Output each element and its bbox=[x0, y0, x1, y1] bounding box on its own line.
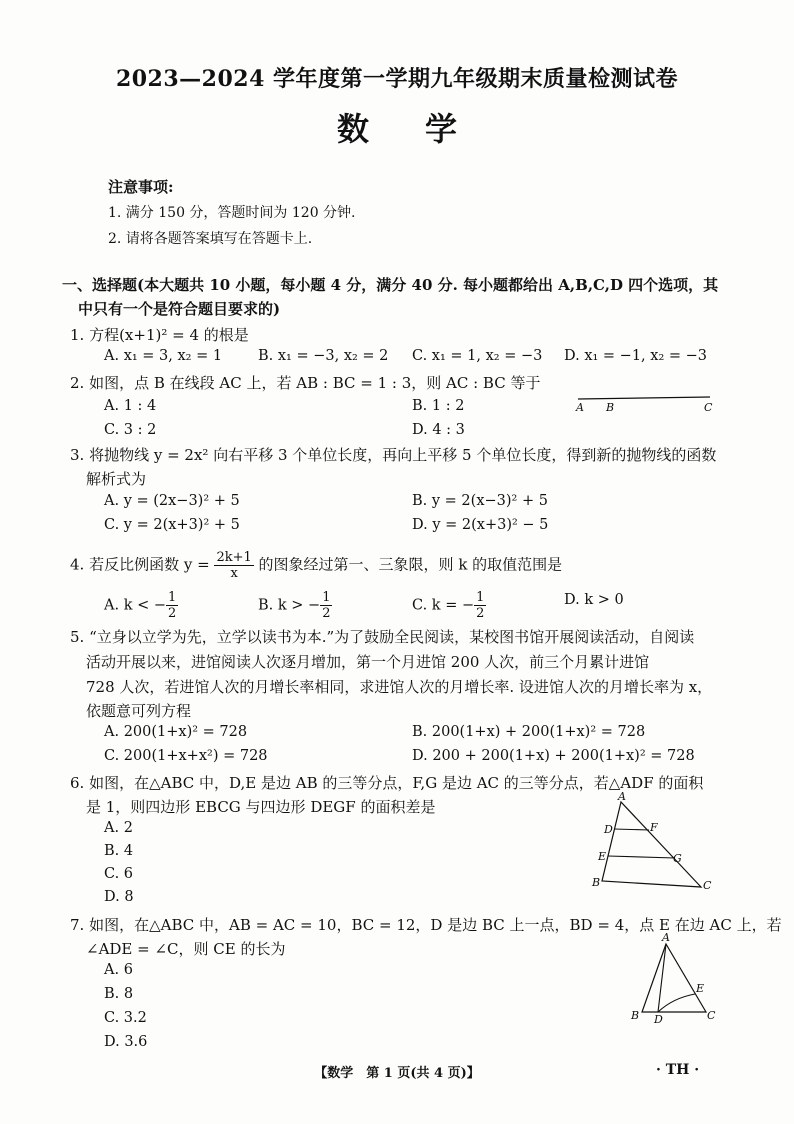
q3-stem: 3. 将抛物线 y = 2x² 向右平移 3 个单位长度，再向上平移 5 个单位长度，得到新的抛物线的函数 bbox=[70, 446, 717, 464]
page-footer: 【数学 第 1 页(共 4 页)】 bbox=[314, 1066, 480, 1081]
q1-stem: 1. 方程(x+1)² = 4 的根是 bbox=[70, 326, 249, 344]
fig-label: C bbox=[707, 1009, 716, 1022]
fig-label: A bbox=[618, 790, 626, 803]
fig-label: E bbox=[696, 982, 705, 995]
fig-label: C bbox=[703, 879, 712, 892]
q7-option-b: B. 8 bbox=[104, 986, 134, 1002]
q5-stem: 5. “立身以立学为先，立学以读书为本.”为了鼓励全民阅读，某校图书馆开展阅读活动，自阅读 bbox=[70, 628, 695, 646]
fig-label: B bbox=[606, 401, 615, 414]
q5-option-b: B. 200(1+x) + 200(1+x)² = 728 bbox=[412, 724, 646, 740]
fig-label: D bbox=[604, 823, 613, 836]
q7-option-a: A. 6 bbox=[104, 962, 133, 978]
half-fraction bbox=[474, 590, 486, 621]
q5-option-d: D. 200 + 200(1+x) + 200(1+x)² = 728 bbox=[412, 748, 695, 764]
q2-option-a: A. 1 : 4 bbox=[104, 398, 157, 414]
fraction-numerator: 1 bbox=[168, 590, 177, 605]
q6-stem-cont: 是 1，则四边形 EBCG 与四边形 DEGF 的面积差是 bbox=[86, 798, 436, 816]
q2-option-b: B. 1 : 2 bbox=[412, 398, 465, 414]
q4-option-a bbox=[104, 590, 178, 621]
section-heading: 一、选择题(本大题共 10 小题，每小题 4 分，满分 40 分. 每小题都给出 A,B,C,D 四个选项，其 bbox=[62, 276, 719, 294]
fraction-denominator: x bbox=[230, 566, 238, 581]
fig-label: E bbox=[598, 850, 607, 863]
q1-option-b: B. x₁ = −3, x₂ = 2 bbox=[258, 348, 389, 364]
q6-option-d: D. 8 bbox=[104, 889, 134, 905]
note-item: 1. 满分 150 分，答题时间为 120 分钟. bbox=[108, 205, 356, 221]
notes-heading: 注意事项: bbox=[108, 178, 174, 196]
q3-stem-cont: 解析式为 bbox=[86, 470, 147, 488]
q4-fraction bbox=[214, 550, 253, 581]
fig-label: C bbox=[704, 401, 713, 414]
q3-option-d: D. y = 2(x+3)² − 5 bbox=[412, 517, 549, 533]
fraction-numerator: 1 bbox=[476, 590, 485, 605]
fraction-denominator: 2 bbox=[476, 606, 485, 621]
q1-option-d: D. x₁ = −1, x₂ = −3 bbox=[564, 348, 708, 364]
fig-label: B bbox=[631, 1009, 640, 1022]
q4-stem-pre: 4. 若反比例函数 y = bbox=[70, 555, 210, 574]
q2-segment-figure bbox=[570, 390, 720, 420]
fraction-denominator: 2 bbox=[322, 606, 331, 621]
option-text: A. k < − bbox=[104, 597, 166, 614]
note-item: 2. 请将各题答案填写在答题卡上. bbox=[108, 231, 313, 247]
paper-code: · TH · bbox=[656, 1062, 700, 1078]
q4-stem-post: 的图象经过第一、三象限，则 k 的取值范围是 bbox=[258, 555, 563, 574]
q1-option-a: A. x₁ = 3, x₂ = 1 bbox=[104, 348, 223, 364]
option-text: B. k > − bbox=[258, 597, 321, 614]
q5-option-c: C. 200(1+x+x²) = 728 bbox=[104, 748, 268, 764]
half-fraction bbox=[320, 590, 332, 621]
q7-stem: 7. 如图，在△ABC 中，AB = AC = 10，BC = 12，D 是边 BC 上一点，BD = 4，点 E 在边 AC 上，若 bbox=[70, 916, 782, 934]
q2-option-d: D. 4 : 3 bbox=[412, 422, 465, 438]
q7-option-d: D. 3.6 bbox=[104, 1034, 148, 1050]
fig-label: A bbox=[576, 401, 584, 414]
q5-stem-cont: 728 人次，若进馆人次的月增长率相同，求进馆人次的月增长率. 设进馆人次的月增长率为 x， bbox=[86, 678, 713, 696]
q7-triangle-figure bbox=[628, 930, 724, 1026]
fig-label: F bbox=[650, 821, 658, 834]
fraction-numerator: 2k+1 bbox=[216, 550, 252, 565]
fraction-denominator: 2 bbox=[168, 606, 177, 621]
exam-title: 2023—2024 学年度第一学期九年级期末质量检测试卷 bbox=[115, 66, 679, 92]
q3-option-b: B. y = 2(x−3)² + 5 bbox=[412, 493, 548, 509]
fig-label: B bbox=[592, 876, 601, 889]
fraction-numerator: 1 bbox=[322, 590, 331, 605]
q4-option-c bbox=[412, 590, 486, 621]
q7-stem-cont: ∠ADE = ∠C，则 CE 的长为 bbox=[86, 940, 286, 958]
q5-stem-cont: 活动开展以来，进馆阅读人次逐月增加，第一个月进馆 200 人次，前三个月累计进馆 bbox=[86, 653, 650, 671]
section-heading-cont: 中只有一个是符合题目要求的) bbox=[78, 300, 281, 318]
option-text: C. k = − bbox=[412, 597, 475, 614]
q6-option-b: B. 4 bbox=[104, 843, 134, 859]
q3-option-c: C. y = 2(x+3)² + 5 bbox=[104, 517, 240, 533]
q2-stem: 2. 如图，点 B 在线段 AC 上，若 AB : BC = 1 : 3，则 AC : BC 等于 bbox=[70, 374, 541, 392]
q5-stem-cont: 依题意可列方程 bbox=[86, 702, 192, 720]
q7-option-c: C. 3.2 bbox=[104, 1010, 147, 1026]
fig-label: A bbox=[662, 931, 670, 944]
half-fraction bbox=[166, 590, 178, 621]
q4-option-b bbox=[258, 590, 332, 621]
fig-label: D bbox=[654, 1013, 663, 1026]
q4-stem bbox=[70, 550, 562, 581]
q1-option-c: C. x₁ = 1, x₂ = −3 bbox=[412, 348, 543, 364]
q6-option-c: C. 6 bbox=[104, 866, 134, 882]
subject-title: 数学 bbox=[336, 110, 513, 148]
q5-option-a: A. 200(1+x)² = 728 bbox=[104, 724, 248, 740]
q3-option-a: A. y = (2x−3)² + 5 bbox=[104, 493, 240, 509]
fig-label: G bbox=[673, 852, 682, 865]
q4-option-d: D. k > 0 bbox=[564, 592, 624, 608]
q6-triangle-figure bbox=[590, 790, 720, 894]
q6-option-a: A. 2 bbox=[104, 820, 133, 836]
q6-stem: 6. 如图，在△ABC 中，D,E 是边 AB 的三等分点，F,G 是边 AC 的三等分点，若△ADF 的面积 bbox=[70, 774, 704, 792]
q2-option-c: C. 3 : 2 bbox=[104, 422, 157, 438]
